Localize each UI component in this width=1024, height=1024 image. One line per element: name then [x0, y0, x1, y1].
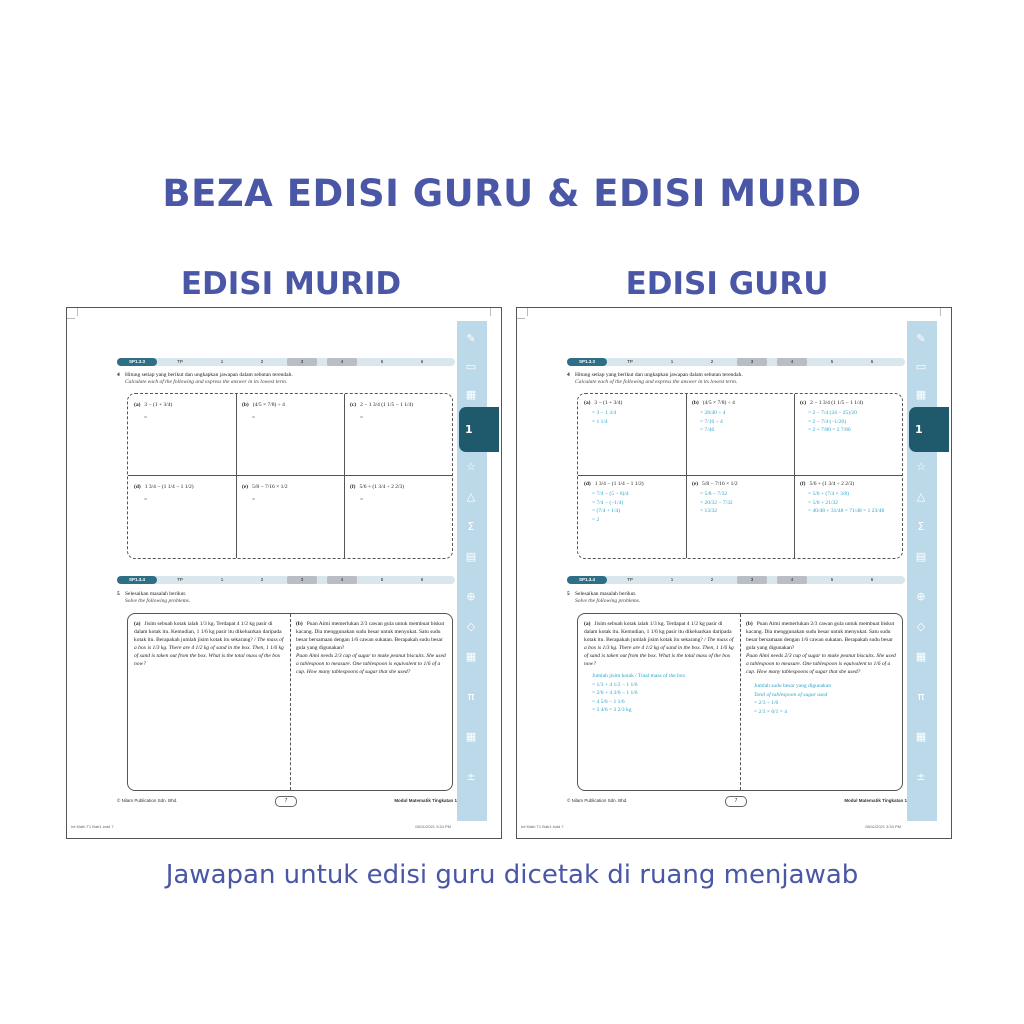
item-f: (f) 5/6 + (1 3/4 ÷ 2 2/3) = 5/6 + (7/4 × 3/8) = 5/6 + 21/32 = 40/48 + 31/48 = 71/48 = 1 23/48 — [800, 481, 900, 516]
tp-level: 6 — [870, 577, 874, 582]
sp-level-bar — [567, 576, 905, 584]
main-title: BEZA EDISI GURU & EDISI MURID — [162, 172, 862, 215]
answer-line: = (7/4 + 1/4) — [592, 508, 621, 514]
ruler-icon: ▭ — [465, 360, 477, 373]
tp-label: TP — [177, 577, 183, 582]
print-slug: Int Math T1 Bab1.indd 7 08/11/2021 3:34 PM — [71, 824, 451, 829]
compass-icon: ⊕ — [916, 590, 926, 603]
item-c: (c) 2 − 1 3/4 (1 1/5 − 1 1/4) = — [350, 402, 414, 421]
question-text-en: Calculate each of the following and express the answer in its lowest term. — [575, 379, 738, 385]
calculator-icon: ▦ — [915, 388, 927, 401]
problem-a: (a) Jisim sebuah kotak ialah 1/3 kg. Terdapat 4 1/2 kg pasir di dalam kotak itu. Kemudian, 1 1/6 kg pasir itu dikeluarkan daripada kotak itu. Berapakah jumlah jisim kotak itu sekarang? / The mass of a box is 1/3 kg. There are 4 1/2 kg of sand in the box. Then, 1 1/6 kg of sand is taken out from the box. What is the total mass of the box now? Jumlah jisim kotak / Total mass of the box = 1/3 + 4 1/2 − 1 1/6 = 2/6 + 4 3/6 − 1 1/6 = 4 5/6 − 1 1/6 = 3 4/6 = 3 2/3 kg — [584, 621, 734, 713]
tp-label: TP — [627, 577, 633, 582]
cube-icon: ◇ — [466, 620, 476, 633]
triangle-icon: △ — [916, 490, 926, 503]
answer-line: = 40/48 + 31/48 = 71/48 = 1 23/48 — [808, 508, 885, 514]
answer-line: = 7/4 − (−1/4) — [592, 499, 624, 506]
tp-level: 3 — [287, 576, 317, 584]
caption: Jawapan untuk edisi guru dicetak di ruang menjawab — [165, 860, 859, 890]
tp-level: 1 — [220, 577, 224, 582]
tp-level: 2 — [710, 359, 714, 364]
answer-box-q5 — [577, 613, 903, 791]
answer-line: = 7/4 − (5 − 6)/4 — [592, 491, 629, 497]
answer-heading-en: Total of tablespoon of sugar used — [754, 691, 828, 698]
tp-level: 5 — [380, 577, 384, 582]
question-4 — [567, 372, 907, 392]
chapter-sidebar — [457, 321, 487, 821]
calculator-icon: ▦ — [465, 650, 477, 663]
answer-line: = 3 − 1 3/4 — [592, 410, 617, 416]
answer-line: = 20/32 − 7/32 — [700, 499, 733, 506]
answer-heading: Jumlah jisim kotak / Total mass of the box — [592, 673, 686, 679]
tp-level: 3 — [737, 576, 767, 584]
problem-b: (b) Puan Aimi memerlukan 2/3 cawan gula untuk membuat biskut kacang. Dia menggunakan sudu besar untuk menyukat. Satu sudu besar bersamaan dengan 1/6 cawan sukatan. Berapakah sudu besar gula yang digunakan? Puan Aimi needs 2/3 cup of sugar to make peanut biscuits. She used a tablespoon to measure. One tablespoon is equivalent to 1/6 of a cup. How many tablespoons of sugar that she used? — [296, 621, 446, 675]
calculator-icon: ▦ — [465, 388, 477, 401]
page-number: 7 — [275, 796, 297, 807]
question-5 — [567, 591, 907, 607]
cube-icon: ◇ — [916, 620, 926, 633]
answer-line: = 1/3 + 4 1/2 − 1 1/6 — [592, 681, 638, 688]
answer-heading: Jumlah sudu besar yang digunakan — [754, 683, 831, 689]
sp-code: SP1.3.3 — [567, 358, 607, 366]
compass-icon: ⊕ — [466, 590, 476, 603]
tp-level: 6 — [420, 577, 424, 582]
answer-line: = 2 + 7/80 = 2 7/80 — [808, 427, 851, 433]
sp-level-bar — [117, 358, 455, 366]
item-d: (d) 1 3/4 − (1 1/4 − 1 1/2) = 7/4 − (5 − 6)/4 = 7/4 − (−1/4) = (7/4 + 1/4) = 2 — [584, 481, 682, 524]
answer-line: = 7/40 — [700, 427, 715, 433]
chapter-tab: 1 — [909, 407, 949, 452]
tp-level: 1 — [670, 359, 674, 364]
tp-level: 4 — [777, 576, 807, 584]
answer-line: = 4 5/6 − 1 1/6 — [592, 698, 625, 705]
sp-level-bar — [117, 576, 455, 584]
tp-level: 4 — [327, 576, 357, 584]
sum-icon: Σ — [467, 520, 475, 533]
tp-level: 2 — [710, 577, 714, 582]
answer-line: = 5/8 − 7/32 — [700, 491, 728, 497]
question-text-en: Solve the following problems. — [125, 598, 191, 604]
answer-line: = 28/40 ÷ 4 — [700, 410, 726, 416]
tp-level: 2 — [260, 359, 264, 364]
triangle-icon: △ — [466, 490, 476, 503]
tp-level: 3 — [737, 358, 767, 366]
question-5 — [117, 591, 457, 607]
tp-level: 3 — [287, 358, 317, 366]
answer-line: = 2/3 ÷ 1/6 — [754, 700, 779, 706]
pencil-icon: ✎ — [916, 332, 926, 345]
sp-code: SP1.3.3 — [117, 358, 157, 366]
star-icon: ☆ — [466, 460, 476, 473]
chapter-sidebar — [907, 321, 937, 821]
tp-level: 1 — [220, 359, 224, 364]
question-text-ms: Hitung setiap yang berikut dan ungkapkan jawapan dalam sebutan terendah. — [575, 372, 743, 378]
book-icon: ▤ — [915, 550, 927, 563]
answer-line: = 2/3 × 6/1 = 4 — [754, 708, 787, 715]
answer-line: = 2/6 + 4 3/6 − 1 1/6 — [592, 690, 638, 696]
answer-box-q5 — [127, 613, 453, 791]
publisher: © Nilam Publication Sdn. Bhd. — [117, 798, 178, 803]
question-4 — [117, 372, 457, 392]
question-number: 5 — [567, 591, 570, 597]
print-slug: Int Math T1 Bab1.indd 7 08/11/2021 3:34 PM — [521, 824, 901, 829]
tp-level: 6 — [420, 359, 424, 364]
pencil-icon: ✎ — [466, 332, 476, 345]
question-text-ms: Hitung setiap yang berikut dan ungkapkan jawapan dalam sebutan terendah. — [125, 372, 293, 378]
item-e: (e) 5/8 − 7/16 × 1/2 = 5/8 − 7/32 = 20/32 − 7/32 = 13/32 — [692, 481, 790, 516]
item-a: (a) 3 − (1 + 3/4) = 3 − 1 3/4 = 1 1/4 — [584, 400, 682, 426]
star-icon: ☆ — [916, 460, 926, 473]
question-text-en: Calculate each of the following and express the answer in its lowest term. — [125, 379, 288, 385]
answer-line: = 3 4/6 = 3 2/3 kg — [592, 707, 632, 713]
problem-b: (b) Puan Aimi memerlukan 2/3 cawan gula untuk membuat biskut kacang. Dia menggunakan sudu besar untuk menyukat. Satu sudu besar bersamaan dengan 1/6 cawan sukatan. Berapakah sudu besar gula yang digunakan? Puan Aimi needs 2/3 cup of sugar to make peanut biscuits. She used a tablespoon to measure. One tablespoon is equivalent to 1/6 of a cup. How many tablespoons of sugar that she used? Jumlah sudu besar yang digunakan Total of tablespoon of sugar used = 2/3 ÷ 1/6 = 2/3 × 6/1 = 4 — [746, 620, 898, 716]
answer-line: = 1 1/4 — [592, 418, 608, 425]
sum-icon: Σ — [917, 520, 925, 533]
problem-a: (a) Jisim sebuah kotak ialah 1/3 kg. Terdapat 4 1/2 kg pasir di dalam kotak itu. Kemudian, 1 1/6 kg pasir itu dikeluarkan daripada kotak itu. Berapakah jumlah jisim kotak itu sekarang? / The mass of a box is 1/3 kg. There are 4 1/2 kg of sand in the box. Then, 1 1/6 kg of sand is taken out from the box. What is the total mass of the box now? — [134, 621, 284, 667]
answer-line: = 2 − 7/4 (−1/20) — [808, 418, 847, 425]
teacher-edition-label: EDISI GURU — [625, 266, 829, 302]
item-b: (b) (4/5 × 7/8) ÷ 4 = 28/40 ÷ 4 = 7/10 ÷ 4 = 7/40 — [692, 400, 790, 435]
item-a: (a) 3 − (1 + 3/4) = — [134, 402, 173, 421]
tp-label: TP — [177, 359, 183, 364]
item-f: (f) 5/6 + (1 3/4 ÷ 2 2/3) = — [350, 484, 405, 503]
question-text-ms: Selesaikan masalah berikut. — [125, 591, 187, 597]
answer-line: = 13/32 — [700, 508, 718, 514]
item-c: (c) 2 − 1 3/4 (1 1/5 − 1 1/4) = 2 − 7/4 (24 − 25)/20 = 2 − 7/4 (−1/20) = 2 + 7/80 = 2 7/80 — [800, 400, 900, 435]
question-number: 4 — [567, 372, 570, 378]
tp-level: 4 — [327, 358, 357, 366]
plus-icon: ± — [916, 770, 926, 783]
grid-icon: ▦ — [465, 730, 477, 743]
student-page — [66, 307, 502, 839]
tp-level: 6 — [870, 359, 874, 364]
answer-grid-q4 — [577, 393, 903, 559]
answer-line: = 2 — [592, 516, 600, 523]
question-number: 5 — [117, 591, 120, 597]
book-icon: ▤ — [465, 550, 477, 563]
page-number: 7 — [725, 796, 747, 807]
answer-line: = 7/10 ÷ 4 — [700, 418, 723, 425]
plus-icon: ± — [466, 770, 476, 783]
student-edition-label: EDISI MURID — [180, 266, 402, 302]
ruler-icon: ▭ — [915, 360, 927, 373]
tp-level: 5 — [830, 577, 834, 582]
answer-line: = 2 − 7/4 (24 − 25)/20 — [808, 410, 858, 416]
tp-level: 5 — [380, 359, 384, 364]
answer-grid-q4 — [127, 393, 453, 559]
teacher-page — [516, 307, 952, 839]
book-title: Modul Matematik Tingkatan 1 — [844, 798, 907, 803]
answer-line: = 5/6 + 21/32 — [808, 499, 838, 506]
book-title: Modul Matematik Tingkatan 1 — [394, 798, 457, 803]
sp-code: SP1.3.4 — [567, 576, 607, 584]
tp-level: 4 — [777, 358, 807, 366]
tp-level: 2 — [260, 577, 264, 582]
sp-code: SP1.3.4 — [117, 576, 157, 584]
question-text-en: Solve the following problems. — [575, 598, 641, 604]
tp-level: 1 — [670, 577, 674, 582]
tp-label: TP — [627, 359, 633, 364]
question-number: 4 — [117, 372, 120, 378]
item-e: (e) 5/8 − 7/16 × 1/2 = — [242, 484, 288, 503]
pi-icon: π — [917, 690, 925, 703]
publisher: © Nilam Publication Sdn. Bhd. — [567, 798, 628, 803]
question-text-ms: Selesaikan masalah berikut. — [575, 591, 637, 597]
tp-level: 5 — [830, 359, 834, 364]
answer-line: = 5/6 + (7/4 × 3/8) — [808, 491, 849, 497]
item-b: (b) (4/5 × 7/8) ÷ 4 = — [242, 402, 285, 421]
grid-icon: ▦ — [915, 730, 927, 743]
item-d: (d) 1 3/4 − (1 1/4 − 1 1/2) = — [134, 484, 194, 503]
pi-icon: π — [467, 690, 475, 703]
calculator-icon: ▦ — [915, 650, 927, 663]
chapter-tab: 1 — [459, 407, 499, 452]
sp-level-bar — [567, 358, 905, 366]
